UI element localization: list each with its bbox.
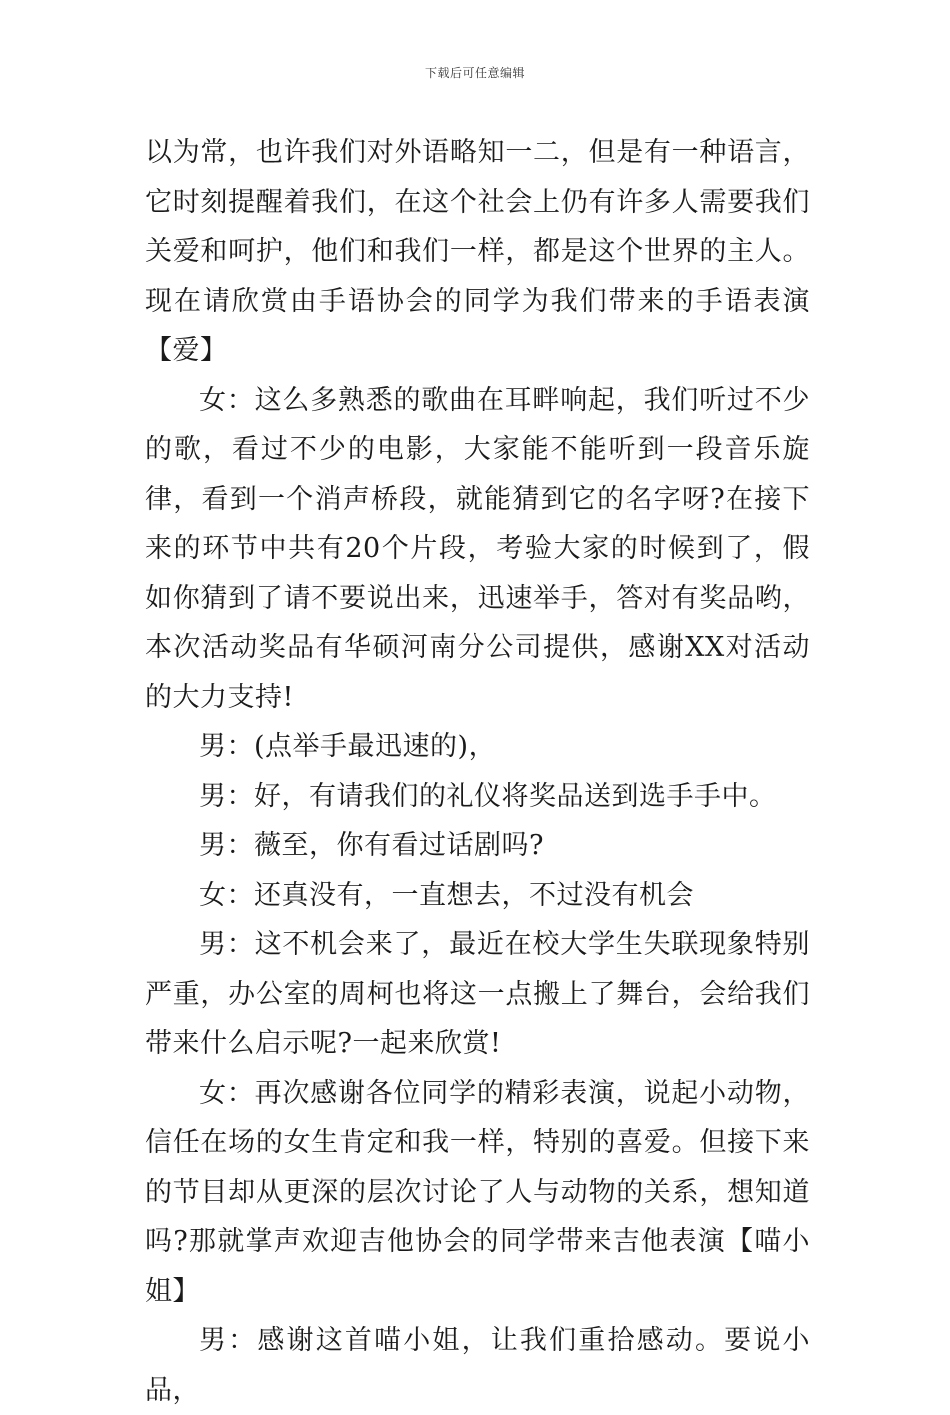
paragraph-4: 男：好，有请我们的礼仪将奖品送到选手手中。: [199, 780, 777, 812]
paragraph-2: 女：这么多熟悉的歌曲在耳畔响起，我们听过不少的歌，看过不少的电影，大家能不能听到一段音乐旋律，看到一个消声桥段，就能猜到它的名字呀?在接下来的环节中共有20个片段，考验大家的时候到了，假如你猜到了请不要说出来，迅速举手，答对有奖品哟，本次活动奖品有华硕河南分公司提供，感谢XX对活动的大力支持!: [145, 384, 810, 713]
paragraph-5: 男：薇至，你有看过话剧吗?: [199, 830, 544, 861]
paragraph-7: 男：这不机会来了，最近在校大学生失联现象特别严重，办公室的周柯也将这一点搬上了舞台，会给我们带来什么启示呢?一起来欣赏!: [145, 929, 810, 1059]
paragraph-1: 以为常，也许我们对外语略知一二，但是有一种语言，它时刻提醒着我们，在这个社会上仍有许多人需要我们关爱和呵护，他们和我们一样，都是这个世界的主人。现在请欣赏由手语协会的同学为我们带来的手语表演【爱】: [145, 137, 810, 366]
paragraph-8: 女：再次感谢各位同学的精彩表演，说起小动物，信任在场的女生肯定和我一样，特别的喜爱。但接下来的节目却从更深的层次讨论了人与动物的关系，想知道吗?那就掌声欢迎吉他协会的同学带来吉他表演【喵小姐】: [145, 1077, 810, 1307]
paragraph-3: 男：(点举手最迅速的)，: [199, 731, 497, 762]
page-header: 下载后可任意编辑: [424, 66, 525, 80]
document-body: [145, 128, 810, 1415]
paragraph-6: 女：还真没有，一直想去，不过没有机会: [199, 879, 694, 911]
paragraph-9: 男：感谢这首喵小姐，让我们重拾感动。要说小品，: [145, 1325, 810, 1406]
